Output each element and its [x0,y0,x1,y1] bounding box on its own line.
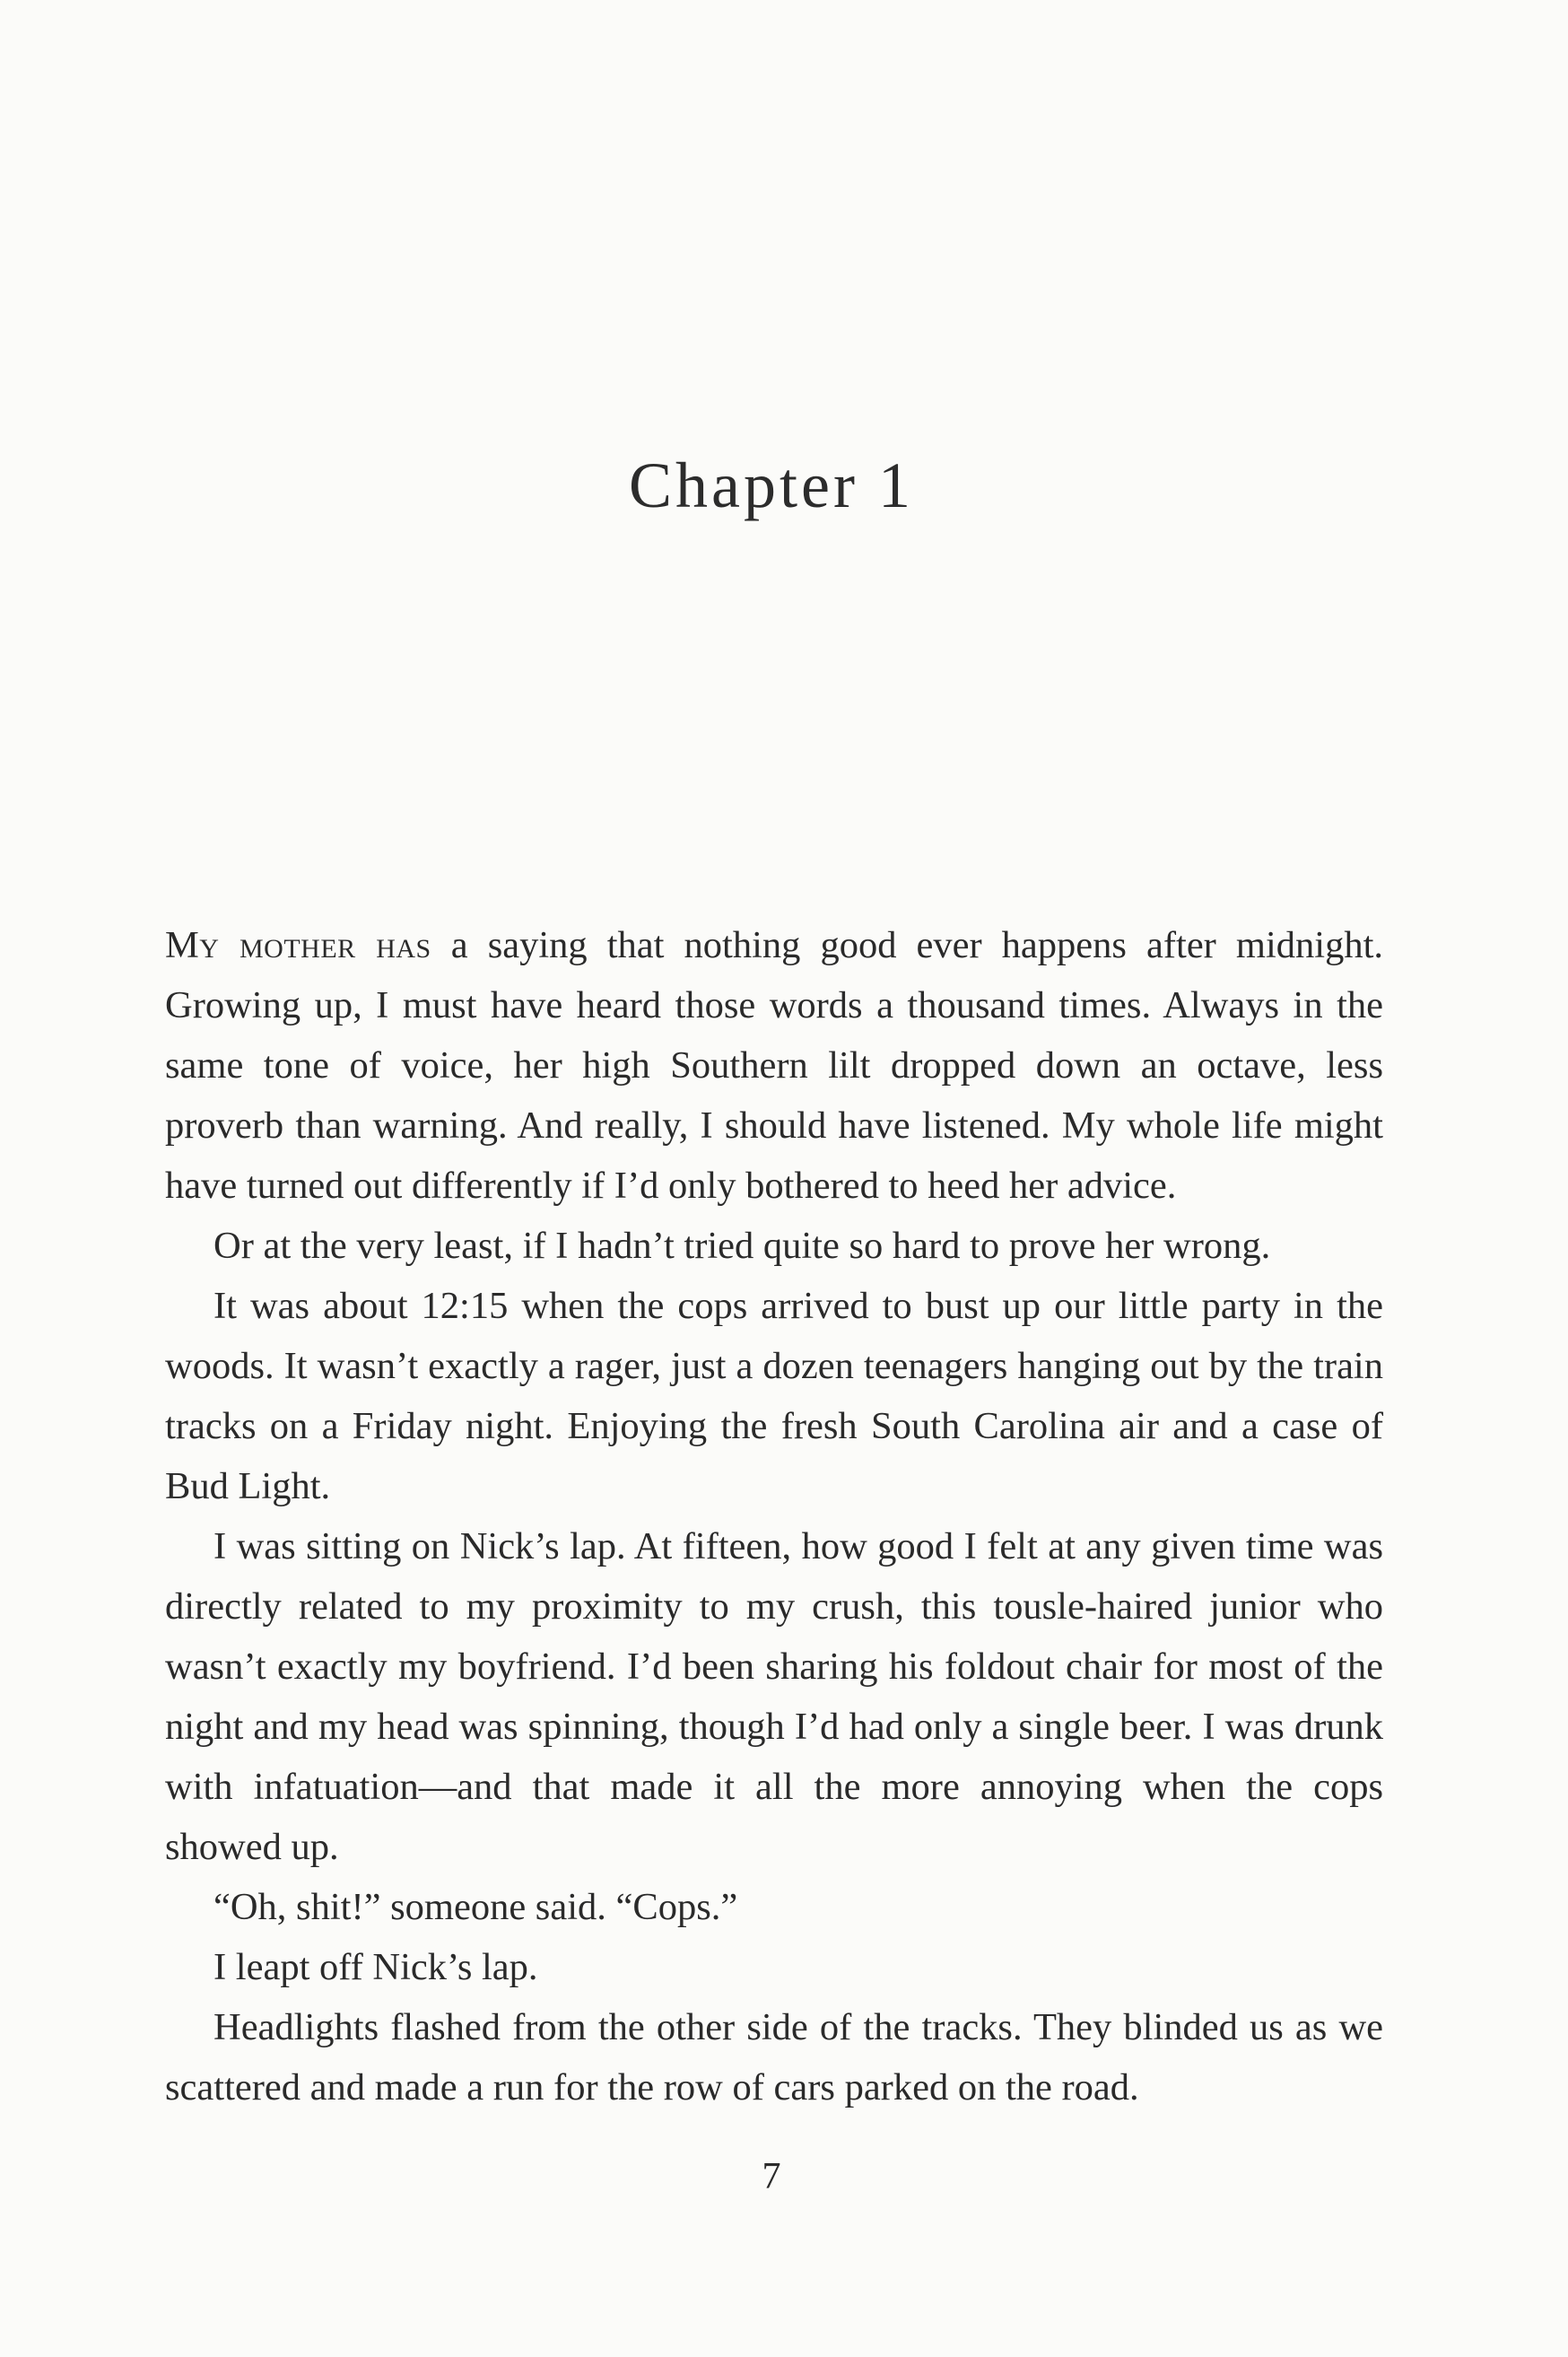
body-text [165,915,1383,2117]
paragraph-7: Headlights flashed from the other side of the tracks. They blinded us as we scattered and made a run for the row of cars parked on the road. [165,2006,1383,2108]
paragraph-6: I leapt off Nick’s lap. [213,1946,538,1988]
paragraph-1 [165,915,1383,1216]
paragraph-3: It was about 12:15 when the cops arrived to bust up our little party in the woods. It wasn’t exactly a rager, just a dozen teenagers hanging out by the train tracks on a Friday night. Enjoying the fresh South Carolina air and a case of Bud Light. [165,1285,1383,1507]
paragraph-5: “Oh, shit!” someone said. “Cops.” [213,1886,738,1928]
chapter-title: Chapter 1 [629,450,914,521]
page-number: 7 [762,2156,781,2197]
opening-smallcaps: My mother has [165,924,431,966]
paragraph-4: I was sitting on Nick’s lap. At fifteen, how good I felt at any given time was directly related to my proximity to my crush, this tousle-haired junior who wasn’t exactly my boyfriend. I’d been sharing his foldout chair for most of the night and my head was spinning, though I’d had only a single beer. I was drunk with infatuation—and that made it all the more annoying when the cops showed up. [165,1525,1383,1868]
paragraph-2: Or at the very least, if I hadn’t tried quite so hard to prove her wrong. [213,1225,1271,1267]
paragraph-1-text: a saying that nothing good ever happens after midnight. Growing up, I must have heard those words a thousand times. Always in the same tone of voice, her high Southern lilt dropped down an octave, less proverb than warning. And really, I should have listened. My whole life might have turned out differently if I’d only bothered to heed her advice. [165,924,1383,1207]
